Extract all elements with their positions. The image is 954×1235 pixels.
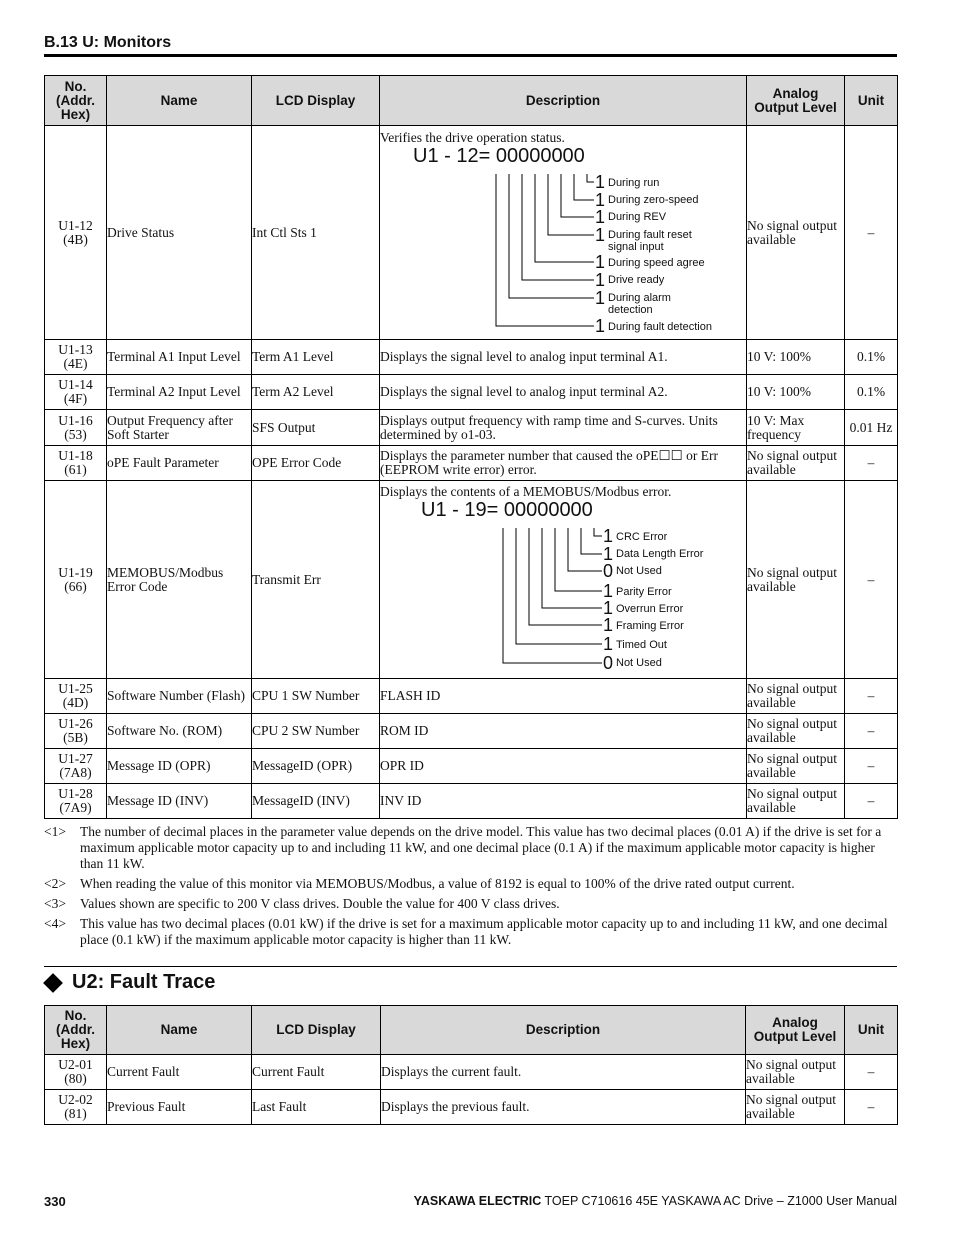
row-analog-output: No signal output available [747, 446, 845, 481]
header-name: Name [107, 76, 252, 126]
row-name: Output Frequency after Soft Starter [107, 410, 252, 446]
row-unit: – [845, 481, 898, 679]
row-analog-output: No signal output available [747, 749, 845, 784]
bit-value: 1 [603, 598, 614, 618]
bit-value: 1 [595, 251, 606, 272]
row-lcd-display: Last Fault [252, 1090, 381, 1125]
u2-table-header-row [45, 1006, 898, 1055]
bit-diagram-code: U1 - 12= 00000000 [413, 144, 585, 167]
table-row [45, 481, 898, 679]
row-analog-output: 10 V: 100% [747, 340, 845, 375]
row-unit: – [845, 714, 898, 749]
row-number: U2-02 (81) [45, 1090, 107, 1125]
table-row [45, 749, 898, 784]
row-analog-output: 10 V: 100% [747, 375, 845, 410]
header-lcd-display: LCD Display [252, 76, 380, 126]
row-number: U1-12 (4B) [45, 126, 107, 340]
header-name: Name [107, 1006, 252, 1055]
row-analog-output: No signal output available [747, 784, 845, 819]
bit-label: Drive ready [608, 273, 665, 286]
row-description [380, 481, 747, 679]
row-name: Software No. (ROM) [107, 714, 252, 749]
row-lcd-display: Term A1 Level [252, 340, 380, 375]
row-unit: – [845, 679, 898, 714]
row-description: Displays output frequency with ramp time and S-curves. Units determined by o1-03. [380, 410, 747, 446]
row-name: Drive Status [107, 126, 252, 340]
row-unit: – [845, 1055, 898, 1090]
header-unit: Unit [845, 76, 898, 126]
table-row [45, 126, 898, 340]
table-row [45, 1090, 898, 1125]
bit-value: 1 [595, 171, 606, 192]
row-number: U1-19 (66) [45, 481, 107, 679]
row-unit: – [845, 784, 898, 819]
bit-diagram-code: U1 - 19= 00000000 [421, 499, 593, 521]
row-analog-output: No signal output available [746, 1055, 845, 1090]
bit-label: During speed agree [608, 256, 705, 269]
table-row [45, 714, 898, 749]
row-name: Software Number (Flash) [107, 679, 252, 714]
bit-label: During fault reset signal input [608, 228, 692, 253]
row-name: Message ID (INV) [107, 784, 252, 819]
row-description: FLASH ID [380, 679, 747, 714]
bit-value: 1 [603, 634, 614, 654]
row-description: Displays the signal level to analog input terminal A1. [380, 340, 747, 375]
bit-value: 1 [595, 269, 606, 290]
row-unit: – [845, 749, 898, 784]
drive-status-bit-diagram [380, 145, 740, 335]
u2-heading-text: U2: Fault Trace [72, 971, 216, 993]
table-row [45, 1055, 898, 1090]
section-header [44, 33, 897, 57]
bit-label: Not Used [616, 565, 662, 577]
bit-value: 1 [595, 315, 606, 336]
section-title: B.13 U: Monitors [44, 34, 172, 51]
u1-monitor-table [44, 75, 898, 819]
bit-label: Timed Out [616, 639, 667, 651]
header-unit: Unit [845, 1006, 898, 1055]
footnote [44, 896, 900, 912]
footer-document-title [414, 1194, 897, 1208]
bit-value: 1 [595, 224, 606, 245]
bit-value: 1 [603, 526, 614, 546]
bit-label: During run [608, 176, 660, 189]
table-row [45, 340, 898, 375]
row-analog-output: No signal output available [746, 1090, 845, 1125]
row-description: ROM ID [380, 714, 747, 749]
row-name: Message ID (OPR) [107, 749, 252, 784]
row-description: Displays the signal level to analog input terminal A2. [380, 375, 747, 410]
footnote-text: When reading the value of this monitor via MEMOBUS/Modbus, a value of 8192 is equal to 100% of the drive rated output current. [80, 876, 795, 891]
footnote-id: <1> [44, 824, 66, 839]
footer-doc-name: TOEP C710616 45E YASKAWA AC Drive – Z1000 User Manual [541, 1194, 897, 1208]
header-analog-output-level: Analog Output Level [746, 1006, 845, 1055]
row-unit: 0.1% [845, 340, 898, 375]
bit-label: During alarm detection [608, 291, 671, 316]
row-name: Terminal A2 Input Level [107, 375, 252, 410]
footnote [44, 876, 900, 892]
row-lcd-display: MessageID (INV) [252, 784, 380, 819]
row-lcd-display: Transmit Err [252, 481, 380, 679]
footnote [44, 824, 900, 872]
row-lcd-display: CPU 1 SW Number [252, 679, 380, 714]
bit-value: 1 [595, 189, 606, 210]
row-description: Displays the previous fault. [381, 1090, 746, 1125]
bit-value: 0 [603, 561, 614, 581]
footnote-text: The number of decimal places in the parameter value depends on the drive model. This value has two decimal places (0.01 A) if the drive is set for a maximum applicable motor capacity up to and including 11 kW, and one decimal place (0.1 A) if the maximum applicable motor capacity is higher than 11 kW. [80, 824, 882, 871]
row-name: oPE Fault Parameter [107, 446, 252, 481]
row-number: U1-26 (5B) [45, 714, 107, 749]
row-analog-output: No signal output available [747, 679, 845, 714]
table-row [45, 375, 898, 410]
row-name: MEMOBUS/Modbus Error Code [107, 481, 252, 679]
table-row [45, 410, 898, 446]
bit-value: 1 [603, 544, 614, 564]
diamond-bullet-icon [43, 973, 63, 993]
row-description [380, 126, 747, 340]
row-name: Current Fault [107, 1055, 252, 1090]
bit-value: 0 [603, 653, 614, 673]
bit-value: 1 [603, 615, 614, 635]
header-analog-output-level: Analog Output Level [747, 76, 845, 126]
footnote-text: This value has two decimal places (0.01 kW) if the drive is set for a maximum applicable motor capacity up to and including 11 kW, and one decimal place (0.1 kW) if the maximum applicable motor capacity is higher than 11 kW. [80, 916, 888, 947]
bit-label: Not Used [616, 657, 662, 669]
u1-table-header-row [45, 76, 898, 126]
bit-label: Parity Error [616, 586, 672, 598]
row-description: OPR ID [380, 749, 747, 784]
row-analog-output: No signal output available [747, 714, 845, 749]
description-text: Verifies the drive operation status. [380, 129, 565, 145]
row-description: Displays the current fault. [381, 1055, 746, 1090]
row-lcd-display: OPE Error Code [252, 446, 380, 481]
row-description: INV ID [380, 784, 747, 819]
description-text: Displays the contents of a MEMOBUS/Modbus error. [380, 484, 672, 499]
header-no: No. (Addr. Hex) [45, 1006, 107, 1055]
footnote-id: <2> [44, 876, 66, 891]
footnote-id: <3> [44, 896, 66, 911]
bit-label: Data Length Error [616, 548, 704, 560]
row-lcd-display: MessageID (OPR) [252, 749, 380, 784]
row-number: U1-18 (61) [45, 446, 107, 481]
page-number: 330 [44, 1194, 66, 1209]
row-name: Terminal A1 Input Level [107, 340, 252, 375]
header-description: Description [381, 1006, 746, 1055]
row-analog-output: No signal output available [747, 481, 845, 679]
row-number: U1-25 (4D) [45, 679, 107, 714]
footnote [44, 916, 900, 948]
bit-value: 1 [595, 206, 606, 227]
section-divider [44, 966, 897, 967]
bit-label: During zero-speed [608, 193, 699, 206]
bit-label: Framing Error [616, 620, 684, 632]
row-number: U1-14 (4F) [45, 375, 107, 410]
table-row [45, 679, 898, 714]
bit-label: During fault detection [608, 320, 712, 333]
header-description: Description [380, 76, 747, 126]
row-name: Previous Fault [107, 1090, 252, 1125]
bit-value: 1 [603, 581, 614, 601]
header-lcd-display: LCD Display [252, 1006, 381, 1055]
row-unit: 0.1% [845, 375, 898, 410]
u2-fault-trace-table [44, 1005, 898, 1125]
row-lcd-display: Term A2 Level [252, 375, 380, 410]
bit-value: 1 [595, 287, 606, 308]
bit-label: CRC Error [616, 531, 668, 543]
row-lcd-display: SFS Output [252, 410, 380, 446]
row-unit: – [845, 126, 898, 340]
row-unit: – [845, 446, 898, 481]
header-no: No. (Addr. Hex) [45, 76, 107, 126]
row-description: Displays the parameter number that caused the oPE☐☐ or Err (EEPROM write error) error. [380, 446, 747, 481]
footnote-id: <4> [44, 916, 66, 931]
bit-label: During REV [608, 210, 667, 223]
row-analog-output: 10 V: Max frequency [747, 410, 845, 446]
table-row [45, 446, 898, 481]
bit-label: Overrun Error [616, 603, 684, 615]
modbus-error-bit-diagram [380, 499, 740, 674]
row-unit: – [845, 1090, 898, 1125]
row-number: U1-16 (53) [45, 410, 107, 446]
row-number: U1-13 (4E) [45, 340, 107, 375]
footer-brand: YASKAWA ELECTRIC [413, 1194, 542, 1208]
row-number: U1-28 (7A9) [45, 784, 107, 819]
footnote-text: Values shown are specific to 200 V class drives. Double the value for 400 V class drives. [80, 896, 560, 911]
row-analog-output: No signal output available [747, 126, 845, 340]
row-unit: 0.01 Hz [845, 410, 898, 446]
row-lcd-display: Current Fault [252, 1055, 381, 1090]
row-number: U1-27 (7A8) [45, 749, 107, 784]
footnotes [44, 824, 900, 952]
row-number: U2-01 (80) [45, 1055, 107, 1090]
table-row [45, 784, 898, 819]
bit-diagram-lines [380, 499, 740, 674]
row-lcd-display: Int Ctl Sts 1 [252, 126, 380, 340]
row-lcd-display: CPU 2 SW Number [252, 714, 380, 749]
